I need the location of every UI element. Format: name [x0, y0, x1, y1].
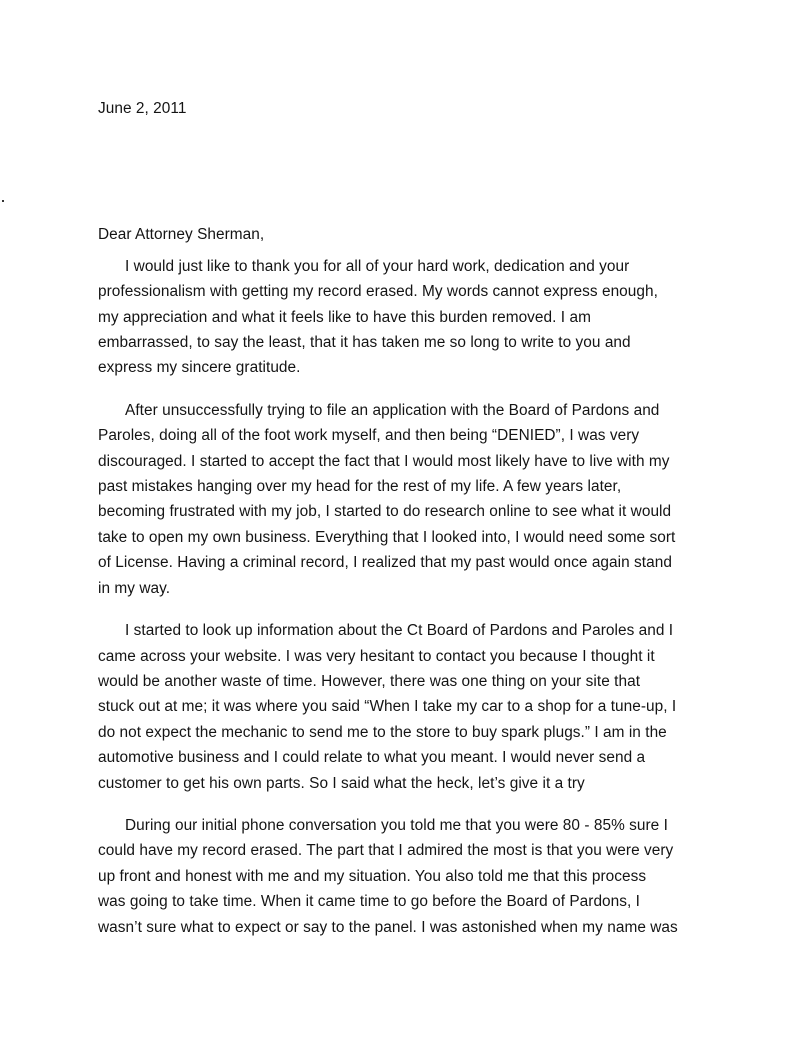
paragraph-line: After unsuccessfully trying to file an application with the Board of Pardons and: [125, 401, 660, 419]
paragraph-line: my appreciation and what it feels like to have this burden removed. I am: [98, 308, 591, 326]
scan-speck: [2, 200, 4, 202]
paragraph-line: would be another waste of time. However, there was one thing on your site that: [98, 672, 641, 690]
paragraph-line: came across your website. I was very hesitant to contact you because I thought it: [98, 647, 655, 665]
paragraph-thanks: [98, 254, 738, 381]
paragraph-line: embarrassed, to say the least, that it has taken me so long to write to you and: [98, 334, 631, 352]
paragraph-line: wasn’t sure what to expect or say to the panel. I was astonished when my name was: [98, 918, 678, 936]
paragraph-line: I would just like to thank you for all of your hard work, dedication and your: [125, 257, 630, 275]
letter-salutation: Dear Attorney Sherman,: [98, 226, 265, 244]
letter-body: [98, 96, 738, 957]
paragraph-line: of License. Having a criminal record, I realized that my past would once again stand: [98, 554, 672, 572]
paragraph-line: professionalism with getting my record erased. My words cannot express enough,: [98, 283, 658, 301]
paragraph-line: customer to get his own parts. So I said what the heck, let’s give it a try: [98, 774, 585, 792]
paragraph-line: During our initial phone conversation you told me that you were 80 - 85% sure I: [125, 816, 668, 834]
paragraph-background: [98, 398, 738, 601]
paragraph-line: becoming frustrated with my job, I started to do research online to see what it would: [98, 503, 672, 521]
paragraph-line: discouraged. I started to accept the fact that I would most likely have to live with my: [98, 452, 670, 470]
paragraph-line: was going to take time. When it came time to go before the Board of Pardons, I: [98, 893, 641, 911]
paragraph-line: do not expect the mechanic to send me to the store to buy spark plugs.” I am in the: [98, 723, 667, 741]
paragraph-line: in my way.: [98, 579, 171, 597]
paragraph-line: stuck out at me; it was where you said “When I take my car to a shop for a tune-up, I: [98, 698, 677, 716]
paragraph-line: Paroles, doing all of the foot work myself, and then being “DENIED”, I was very: [98, 427, 640, 445]
paragraph-website: [98, 618, 738, 796]
paragraph-line: past mistakes hanging over my head for the rest of my life. A few years later,: [98, 478, 622, 496]
paragraph-line: could have my record erased. The part that I admired the most is that you were very: [98, 842, 674, 860]
letter-date: June 2, 2011: [98, 100, 187, 117]
paragraph-line: express my sincere gratitude.: [98, 359, 301, 377]
paragraph-line: up front and honest with me and my situation. You also told me that this process: [98, 867, 647, 885]
paragraph-line: I started to look up information about the Ct Board of Pardons and Paroles and I: [125, 622, 674, 640]
paragraph-line: take to open my own business. Everything that I looked into, I would need some sort: [98, 528, 676, 546]
paragraph-conversation: [98, 813, 738, 940]
paragraph-line: automotive business and I could relate to what you meant. I would never send a: [98, 749, 646, 767]
